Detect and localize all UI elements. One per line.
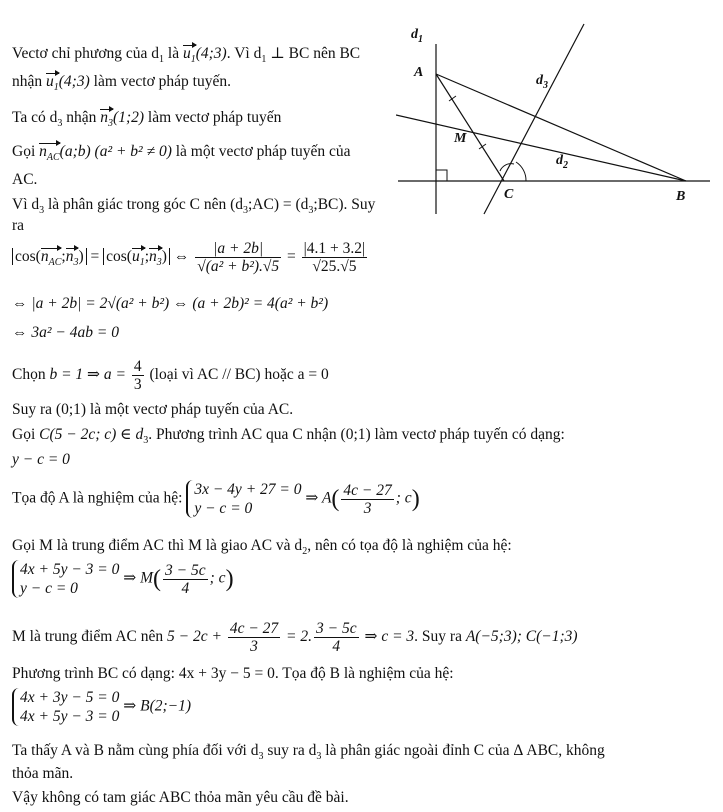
right-angle-mark <box>436 170 447 181</box>
line-1: Vectơ chỉ phương của $d_1$ là $u_1(4;3)$. Vì $d_1$ ⊥ BC nên BC <box>12 44 360 70</box>
angle-arc <box>516 162 526 181</box>
label-C: C <box>504 187 514 202</box>
label-A: A <box>414 65 424 80</box>
line-15: Phương trình BC có dạng: 4x + 3y − 5 = 0. Tọa độ B là nghiệm của hệ: <box>12 665 454 682</box>
d2-line <box>396 115 686 181</box>
line-17: thỏa mãn. <box>12 765 74 782</box>
line-3: Ta có $d_3$ nhận $n_3(1;2)$ làm vectơ pháp tuyến <box>12 108 281 134</box>
line-11: y − c = 0 <box>12 451 70 468</box>
line-16: Ta thấy A và B nằm cùng phía đối với $d_3$ suy ra $d_3$ là phân giác ngoài đỉnh C của Δ ABC, không <box>12 742 605 763</box>
system-b-line: 4x + 3y − 5 = 0 4x + 5y − 3 = 0 ⇒ B(2;−1) <box>12 688 191 726</box>
line-2: nhận $u_1(4;3)$ làm vectơ pháp tuyến. <box>12 72 231 98</box>
system-m-line: 4x + 5y − 3 = 0 y − c = 0 ⇒ M( $\frac{3 - 5c}{4}$ ; c) <box>12 560 234 598</box>
label-d1: $d_1$ <box>411 27 423 45</box>
line-6: Vì $d_3$ là phân giác trong góc C nên $(d_3;AC)$ = $(d_3;BC)$. Suy <box>12 196 376 217</box>
d3-line <box>484 24 584 214</box>
line-7: ra <box>12 217 25 234</box>
nac-vector: $n_{AC}$ <box>39 142 60 168</box>
n3-vector: $n_3$ <box>100 108 113 134</box>
equation-1: $\cos(n_{AC};n_3)$ = $\cos(u_1;n_3)$ ⇔ $\frac{|a + 2b|}{\text{√(a² + b²).√5}}$ = $\frac{|4.1 + 3.2|}{√25.√5}$ <box>12 240 369 275</box>
label-B: B <box>676 189 686 204</box>
line-9: Suy ra (0;1) là một vectơ pháp tuyến của AC. <box>12 401 294 418</box>
line-13: Gọi M là trung điểm AC thì M là giao AC và $d_2$, nên có tọa độ là nghiệm của hệ: <box>12 537 512 558</box>
system-a: 3x − 4y + 27 = 0 y − c = 0 <box>186 480 301 518</box>
line-18: Vậy không có tam giác ABC thỏa mãn yêu cầu đề bài. <box>12 789 349 806</box>
line-12: Tọa độ A là nghiệm của hệ: 3x − 4y + 27 = 0 y − c = 0 ⇒ A( $\frac{4c - 27}{3}$ ; c) <box>12 481 420 517</box>
line-10: Gọi C(5 − 2c; c) ∈ $d_3$. Phương trình AC qua C nhận (0;1) làm vectơ pháp tuyến có dạng: <box>12 426 565 447</box>
label-d3: $d_3$ <box>536 73 548 91</box>
label-M: M <box>454 131 467 146</box>
line-4: Gọi $n_{AC}(a;b) (a^2 + b^2 \ne 0)$ là một vectơ pháp tuyến của <box>12 142 351 168</box>
geometry-diagram <box>396 14 712 218</box>
system-m: 4x + 5y − 3 = 0 y − c = 0 <box>12 560 119 598</box>
ac-line <box>436 74 504 181</box>
line-5: AC. <box>12 171 38 188</box>
system-b: 4x + 3y − 5 = 0 4x + 5y − 3 = 0 <box>12 688 119 726</box>
equation-2: ⇔ |a + 2b| = 2√(a² + b²) ⇔ (a + 2b)² = 4(a² + b²) <box>12 295 329 312</box>
equation-3: ⇔ 3a² − 4ab = 0 <box>12 324 119 341</box>
line-8: Chọn b = 1 ⇒ a = $\frac{4}{3}$ (loại vì AC // BC) hoặc a = 0 <box>12 358 329 393</box>
label-d2: $d_2$ <box>556 153 568 171</box>
line-14: M là trung điểm AC nên 5 − 2c + $\frac{4c - 27}{3}$ = 2. $\frac{3 - 5c}{4}$ ⇒ c = 3. Suy ra A(−5;3); C(−1;3) <box>12 620 578 655</box>
u1-vector: $u_1$ <box>183 44 196 70</box>
